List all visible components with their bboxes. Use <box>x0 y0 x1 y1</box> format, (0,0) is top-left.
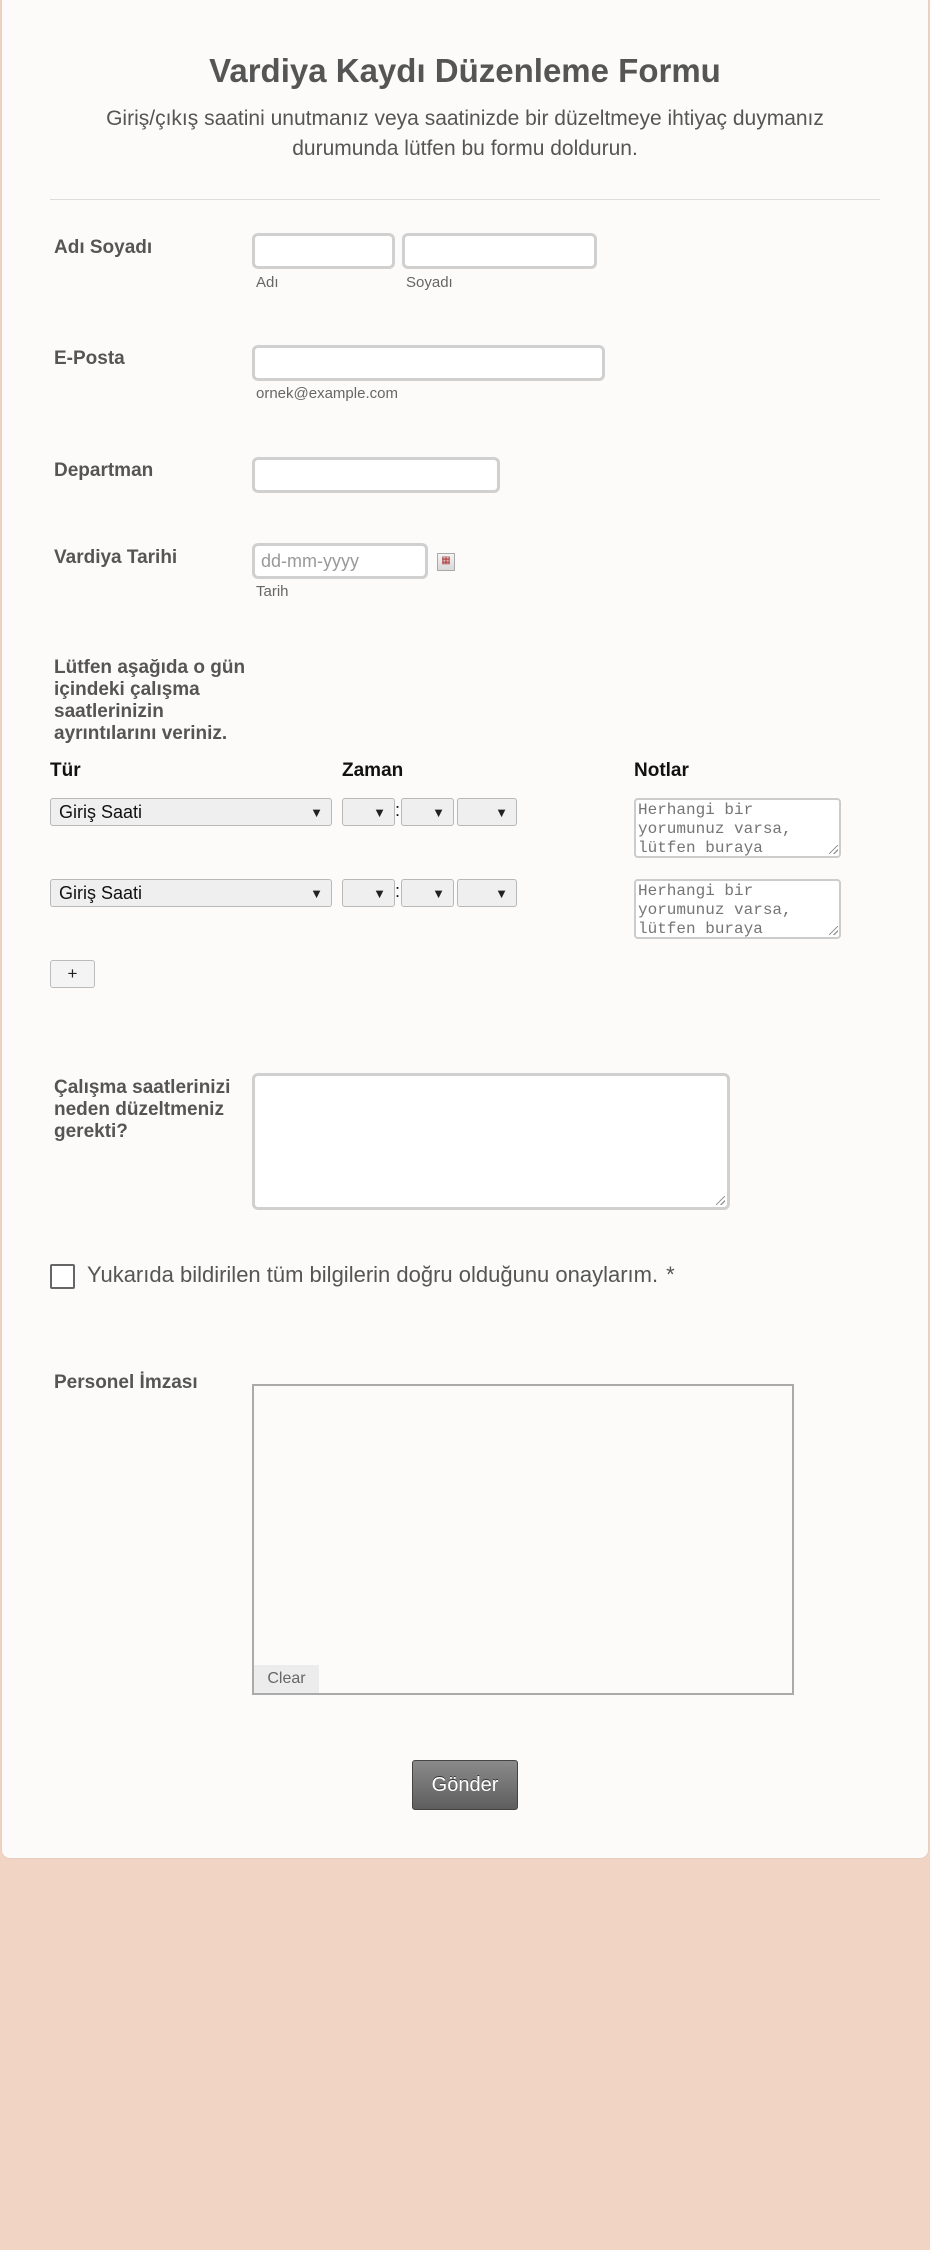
chevron-down-icon: ▼ <box>432 885 445 901</box>
chevron-down-icon: ▼ <box>495 804 508 820</box>
email-label: E-Posta <box>54 348 125 369</box>
hours-instruction: Lütfen aşağıda o gün içindeki çalışma saatlerinizin ayrıntılarını veriniz. <box>54 657 246 744</box>
row-minute-select[interactable] <box>401 879 454 907</box>
email-sublabel: ornek@example.com <box>256 385 398 402</box>
chevron-down-icon: ▼ <box>495 885 508 901</box>
reason-label: Çalışma saatlerinizi neden düzeltmeniz gerekti? <box>54 1077 231 1142</box>
shift-date-sublabel: Tarih <box>256 583 289 600</box>
column-type-header: Tür <box>50 760 81 781</box>
shift-date-input[interactable] <box>252 543 428 579</box>
row-hour-select[interactable] <box>342 798 395 826</box>
time-separator: : <box>395 800 401 820</box>
name-label: Adı Soyadı <box>54 237 153 258</box>
confirm-label[interactable] <box>87 1262 675 1288</box>
chevron-down-icon: ▼ <box>373 804 386 820</box>
row-notes-textarea[interactable] <box>634 879 841 939</box>
header-divider <box>50 199 880 200</box>
chevron-down-icon: ▼ <box>432 804 445 820</box>
chevron-down-icon: ▼ <box>310 804 323 820</box>
row-minute-select[interactable] <box>401 798 454 826</box>
reason-textarea[interactable] <box>252 1073 730 1210</box>
resize-grip-icon[interactable] <box>829 926 838 935</box>
signature-pad[interactable] <box>252 1384 794 1695</box>
department-label: Departman <box>54 460 154 481</box>
first-name-input[interactable] <box>252 233 395 269</box>
confirm-checkbox[interactable] <box>50 1264 75 1289</box>
row-ampm-select[interactable] <box>457 798 517 826</box>
last-name-sublabel: Soyadı <box>406 274 453 291</box>
confirm-text: Yukarıda bildirilen tüm bilgilerin doğru olduğunu onaylarım. <box>87 1262 659 1287</box>
last-name-input[interactable] <box>402 233 597 269</box>
row-hour-select[interactable] <box>342 879 395 907</box>
calendar-icon[interactable]: ▦ <box>437 553 455 571</box>
row-ampm-select[interactable] <box>457 879 517 907</box>
row-type-select[interactable] <box>50 879 332 907</box>
chevron-down-icon: ▼ <box>373 885 386 901</box>
required-mark: * <box>666 1262 675 1287</box>
row-type-value: Giriş Saati <box>59 882 143 903</box>
add-row-button[interactable]: + <box>50 960 95 988</box>
column-time-header: Zaman <box>342 760 404 781</box>
form-title: Vardiya Kaydı Düzenleme Formu <box>209 52 721 89</box>
clear-signature-button[interactable]: Clear <box>254 1665 319 1693</box>
department-input[interactable] <box>252 457 500 493</box>
chevron-down-icon: ▼ <box>310 885 323 901</box>
submit-button[interactable]: Gönder <box>412 1760 518 1810</box>
time-separator: : <box>395 881 401 901</box>
row-type-value: Giriş Saati <box>59 801 143 822</box>
resize-grip-icon[interactable] <box>829 845 838 854</box>
first-name-sublabel: Adı <box>256 274 279 291</box>
resize-grip-icon[interactable] <box>716 1196 725 1205</box>
signature-label: Personel İmzası <box>54 1372 198 1393</box>
column-notes-header: Notlar <box>634 760 689 781</box>
email-input[interactable] <box>252 345 605 381</box>
shift-date-label: Vardiya Tarihi <box>54 547 178 568</box>
row-notes-textarea[interactable] <box>634 798 841 858</box>
form-subtitle: Giriş/çıkış saatini unutmanız veya saatinizde bir düzeltmeye ihtiyaç duymanız durumunda lütfen bu formu doldurun. <box>106 107 824 160</box>
row-type-select[interactable] <box>50 798 332 826</box>
